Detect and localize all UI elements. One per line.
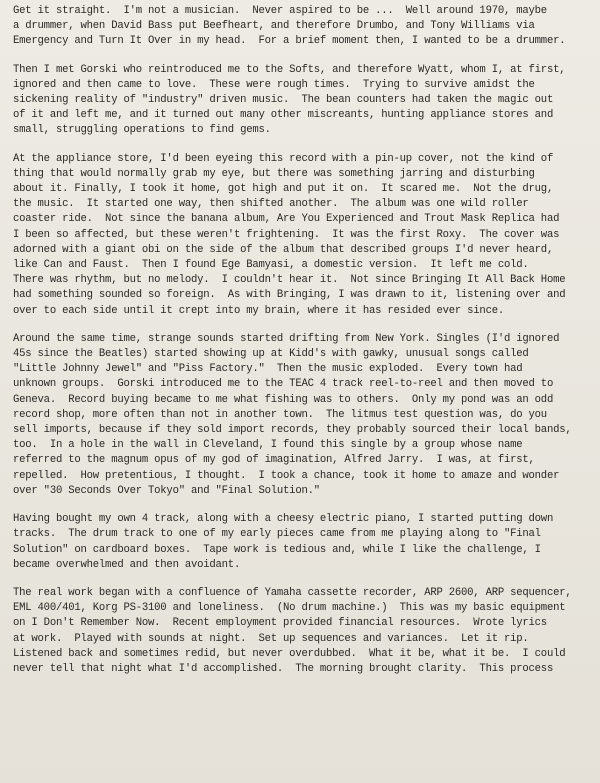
text-line: became overwhelmed and then avoidant. xyxy=(13,558,241,571)
text-line: Then I met Gorski who reintroduced me to the Softs, and therefore Wyatt, whom I, at first, xyxy=(13,63,566,76)
text-line: EML 400/401, Korg PS-3100 and loneliness. (No drum machine.) This was my basic equipment xyxy=(13,602,566,615)
text-line: of it and left me, and it turned out many other miscreants, hunting appliance stores and xyxy=(13,109,554,122)
text-line: sickening reality of "industry" driven music. The bean counters had taken the magic out xyxy=(13,94,554,107)
text-line: a drummer, when David Bass put Beefheart, and therefore Drumbo, and Tony Williams via xyxy=(13,20,535,33)
text-line: Listened back and sometimes redid, but never overdubbed. What it be, what it be. I could xyxy=(13,647,566,660)
paragraph xyxy=(13,4,600,50)
text-line: referred to the magnum opus of my god of imagination, Alfred Jarry. I was, at first, xyxy=(13,454,535,467)
text-line: coaster ride. Not since the banana album, Are You Experienced and Trout Mask Replica had xyxy=(13,213,560,226)
paragraph xyxy=(13,586,600,677)
text-line: on I Don't Remember Now. Recent employment provided financial resources. Wrote lyrics xyxy=(13,617,547,630)
text-line: Having bought my own 4 track, along with a cheesy electric piano, I started putting down xyxy=(13,513,554,526)
text-line: small, struggling operations to find gems. xyxy=(13,124,271,137)
text-line: There was rhythm, but no melody. I couldn't hear it. Not since Bringing It All Back Home xyxy=(13,274,566,287)
text-line: repelled. How pretentious, I thought. I took a chance, took it home to amaze and wonder xyxy=(13,469,560,482)
text-line: too. In a hole in the wall in Cleveland, I found this single by a group whose name xyxy=(13,439,523,452)
text-line: The real work began with a confluence of Yamaha cassette recorder, ARP 2600, ARP sequencer, xyxy=(13,586,572,599)
text-line: "Little Johnny Jewel" and "Piss Factory." Then the music exploded. Every town had xyxy=(13,363,523,376)
text-line: record shop, more often than not in another town. The litmus test question was, do you xyxy=(13,408,547,421)
text-line: 45s since the Beatles) started showing up at Kidd's with gawky, unusual songs called xyxy=(13,348,529,361)
text-line: never tell that night what I'd accomplished. The morning brought clarity. This process xyxy=(13,662,554,675)
text-line: like Can and Faust. Then I found Ege Bamyasi, a domestic version. It left me cold. xyxy=(13,259,529,272)
text-line: Solution" on cardboard boxes. Tape work is tedious and, while I like the challenge, I xyxy=(13,543,541,556)
text-line: unknown groups. Gorski introduced me to the TEAC 4 track reel-to-reel and then moved to xyxy=(13,378,554,391)
text-line: I been so affected, but these weren't frightening. It was the first Roxy. The cover was xyxy=(13,228,560,241)
text-line: over "30 Seconds Over Tokyo" and "Final Solution." xyxy=(13,484,320,497)
text-line: Geneva. Record buying became to me what fishing was to others. Only my pond was an odd xyxy=(13,393,554,406)
text-line: tracks. The drum track to one of my early pieces came from me playing along to "Final xyxy=(13,528,541,541)
text-line: the music. It started one way, then shifted another. The album was one wild roller xyxy=(13,198,529,211)
text-line: At the appliance store, I'd been eyeing this record with a pin-up cover, not the kind of xyxy=(13,152,554,165)
paragraph xyxy=(13,512,600,573)
typewritten-text xyxy=(13,4,600,690)
text-line: sell imports, because if they sold import records, they probably sourced their local bands, xyxy=(13,424,572,437)
text-line: had something sounded so foreign. As with Bringing, I was drawn to it, listening over and xyxy=(13,289,566,302)
text-line: thing that would normally grab my eye, but there was something jarring and disturbing xyxy=(13,167,535,180)
text-line: over to each side until it crept into my brain, where it has resided ever since. xyxy=(13,304,504,317)
paragraph xyxy=(13,63,600,139)
text-line: Around the same time, strange sounds started drifting from New York. Singles (I'd ignored xyxy=(13,332,560,345)
paragraph xyxy=(13,152,600,319)
text-line: Emergency and Turn It Over in my head. For a brief moment then, I wanted to be a drummer. xyxy=(13,35,566,48)
text-line: at work. Played with sounds at night. Set up sequences and variances. Let it rip. xyxy=(13,632,529,645)
text-line: about it. Finally, I took it home, got high and put it on. It scared me. Not the drug, xyxy=(13,183,554,196)
text-line: Get it straight. I'm not a musician. Never aspired to be ... Well around 1970, maybe xyxy=(13,5,547,17)
text-line: ignored and then came to love. These were rough times. Trying to survive amidst the xyxy=(13,78,535,91)
paragraph xyxy=(13,332,600,499)
text-line: adorned with a giant obi on the side of the album that described groups I'd never heard, xyxy=(13,243,554,256)
